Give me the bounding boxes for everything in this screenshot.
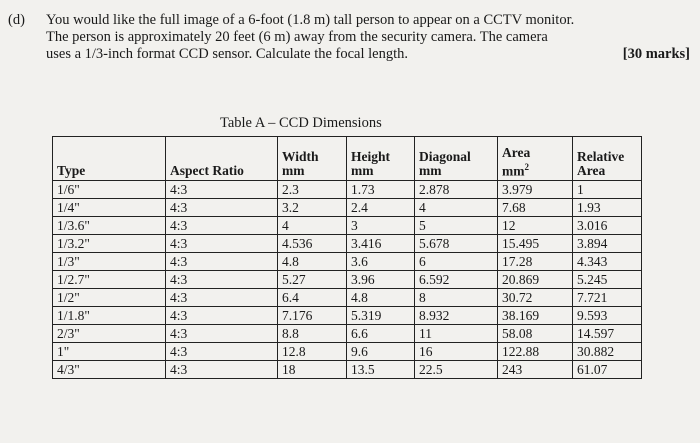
question-line: You would like the full image of a 6-foot (1.8 m) tall person to appear on a CCTV monitor.	[46, 12, 575, 28]
header-diagonal: Diagonal mm	[415, 137, 498, 181]
cell-relative-area: 9.593	[573, 307, 642, 325]
cell-width: 12.8	[278, 343, 347, 361]
header-area: Area $mm^2$	[498, 137, 573, 181]
cell-width: 2.3	[278, 181, 347, 199]
cell-area: 12	[498, 217, 573, 235]
cell-diagonal: 22.5	[415, 361, 498, 379]
cell-diagonal: 2.878	[415, 181, 498, 199]
cell-aspect-ratio: 4:3	[166, 199, 278, 217]
cell-aspect-ratio: 4:3	[166, 325, 278, 343]
question-label: (d)	[8, 12, 25, 28]
header-aspect-ratio: Aspect Ratio	[166, 137, 278, 181]
cell-area: 38.169	[498, 307, 573, 325]
cell-diagonal: 8	[415, 289, 498, 307]
ccd-dimensions-table	[52, 136, 642, 379]
cell-width: 4.536	[278, 235, 347, 253]
cell-aspect-ratio: 4:3	[166, 271, 278, 289]
cell-height: 1.73	[347, 181, 415, 199]
cell-relative-area: 61.07	[573, 361, 642, 379]
cell-width: 6.4	[278, 289, 347, 307]
cell-height: 6.6	[347, 325, 415, 343]
cell-relative-area: 3.894	[573, 235, 642, 253]
cell-height: 2.4	[347, 199, 415, 217]
cell-width: 18	[278, 361, 347, 379]
question-line-with-marks	[46, 46, 692, 63]
cell-width: 4	[278, 217, 347, 235]
cell-height: 3.6	[347, 253, 415, 271]
cell-width: 8.8	[278, 325, 347, 343]
header-height: Height mm	[347, 137, 415, 181]
cell-type: 1/1.8"	[53, 307, 166, 325]
cell-diagonal: 11	[415, 325, 498, 343]
table-header-row	[53, 137, 642, 181]
cell-height: 9.6	[347, 343, 415, 361]
header-relative-area: Relative Area	[573, 137, 642, 181]
header-width: Width mm	[278, 137, 347, 181]
cell-type: 1/2"	[53, 289, 166, 307]
cell-type: 1"	[53, 343, 166, 361]
cell-height: 3	[347, 217, 415, 235]
cell-type: 1/3.6"	[53, 217, 166, 235]
cell-diagonal: 6.592	[415, 271, 498, 289]
cell-height: 13.5	[347, 361, 415, 379]
table-row	[53, 343, 642, 361]
cell-relative-area: 5.245	[573, 271, 642, 289]
cell-aspect-ratio: 4:3	[166, 253, 278, 271]
question-text	[46, 12, 692, 63]
cell-height: 4.8	[347, 289, 415, 307]
cell-type: 2/3"	[53, 325, 166, 343]
cell-relative-area: 7.721	[573, 289, 642, 307]
table-row	[53, 289, 642, 307]
cell-width: 5.27	[278, 271, 347, 289]
question-line: The person is approximately 20 feet (6 m) away from the security camera. The camera	[46, 29, 548, 45]
cell-aspect-ratio: 4:3	[166, 181, 278, 199]
cell-diagonal: 16	[415, 343, 498, 361]
cell-type: 1/3"	[53, 253, 166, 271]
cell-aspect-ratio: 4:3	[166, 217, 278, 235]
cell-height: 5.319	[347, 307, 415, 325]
cell-type: 1/4"	[53, 199, 166, 217]
table-row	[53, 181, 642, 199]
cell-aspect-ratio: 4:3	[166, 307, 278, 325]
cell-width: 3.2	[278, 199, 347, 217]
table-row	[53, 199, 642, 217]
cell-area: 243	[498, 361, 573, 379]
cell-area: 20.869	[498, 271, 573, 289]
cell-diagonal: 5	[415, 217, 498, 235]
table-row	[53, 253, 642, 271]
cell-relative-area: 4.343	[573, 253, 642, 271]
cell-relative-area: 1	[573, 181, 642, 199]
table-row	[53, 361, 642, 379]
header-type: Type	[53, 137, 166, 181]
cell-width: 7.176	[278, 307, 347, 325]
cell-area: 7.68	[498, 199, 573, 217]
cell-height: 3.96	[347, 271, 415, 289]
cell-aspect-ratio: 4:3	[166, 289, 278, 307]
cell-relative-area: 30.882	[573, 343, 642, 361]
cell-area: 17.28	[498, 253, 573, 271]
cell-area: 15.495	[498, 235, 573, 253]
cell-diagonal: 8.932	[415, 307, 498, 325]
table-caption: Table A – CCD Dimensions	[220, 115, 382, 131]
cell-width: 4.8	[278, 253, 347, 271]
cell-aspect-ratio: 4:3	[166, 343, 278, 361]
cell-type: 1/2.7"	[53, 271, 166, 289]
cell-relative-area: 1.93	[573, 199, 642, 217]
cell-relative-area: 14.597	[573, 325, 642, 343]
cell-type: 1/3.2"	[53, 235, 166, 253]
table-body	[53, 181, 642, 379]
cell-diagonal: 6	[415, 253, 498, 271]
cell-area: 122.88	[498, 343, 573, 361]
table-row	[53, 271, 642, 289]
table-row	[53, 217, 642, 235]
table-row	[53, 325, 642, 343]
cell-type: 4/3"	[53, 361, 166, 379]
cell-height: 3.416	[347, 235, 415, 253]
cell-relative-area: 3.016	[573, 217, 642, 235]
cell-aspect-ratio: 4:3	[166, 361, 278, 379]
marks-label: [30 marks]	[622, 46, 690, 62]
cell-area: 30.72	[498, 289, 573, 307]
cell-aspect-ratio: 4:3	[166, 235, 278, 253]
cell-diagonal: 5.678	[415, 235, 498, 253]
table-row	[53, 307, 642, 325]
cell-diagonal: 4	[415, 199, 498, 217]
table-row	[53, 235, 642, 253]
cell-area: 3.979	[498, 181, 573, 199]
cell-type: 1/6"	[53, 181, 166, 199]
question-block	[8, 12, 692, 63]
cell-area: 58.08	[498, 325, 573, 343]
question-line: uses a 1/3-inch format CCD sensor. Calculate the focal length.	[46, 46, 409, 62]
